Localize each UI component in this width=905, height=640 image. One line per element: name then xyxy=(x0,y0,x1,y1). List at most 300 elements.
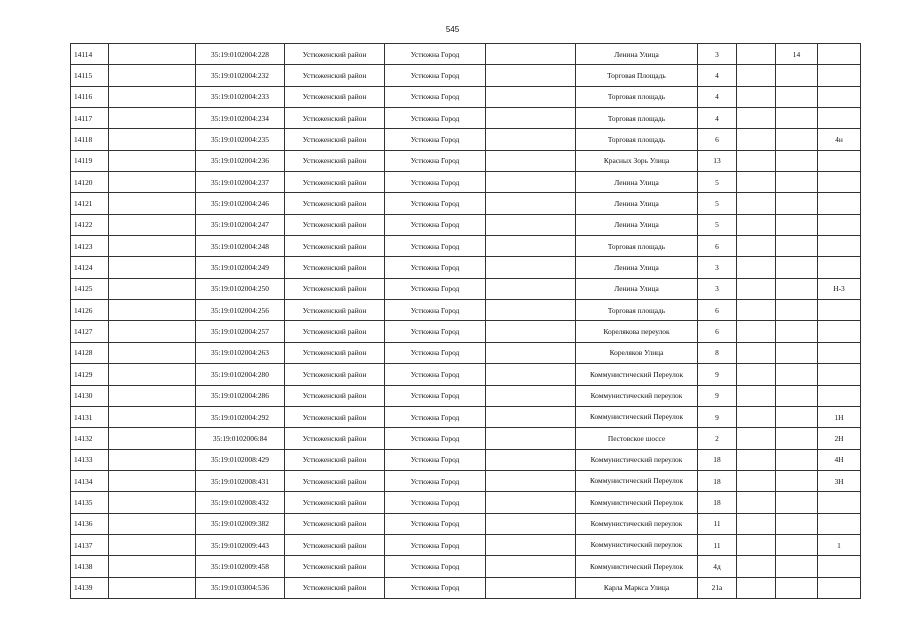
district-cell: Устюженский район xyxy=(285,172,385,193)
empty-cell xyxy=(109,44,196,65)
table-row xyxy=(71,406,861,427)
house-number-cell: 11 xyxy=(698,513,737,534)
premises-number-cell xyxy=(818,193,861,214)
record-number-cell: 14117 xyxy=(71,108,109,129)
empty-cell xyxy=(486,364,576,385)
cadastral-number-cell: 35:19:0102004:234 xyxy=(196,108,285,129)
house-number-cell: 4 xyxy=(698,65,737,86)
cadastral-number-cell: 35:19:0102004:263 xyxy=(196,342,285,363)
empty-cell xyxy=(737,534,776,555)
street-cell: Коммунистический Переулок xyxy=(576,556,698,577)
empty-cell xyxy=(109,214,196,235)
house-number-cell: 6 xyxy=(698,236,737,257)
premises-number-cell xyxy=(818,300,861,321)
cadastral-number-cell: 35:19:0102004:248 xyxy=(196,236,285,257)
record-number-cell: 14116 xyxy=(71,86,109,107)
table-row xyxy=(71,108,861,129)
town-cell: Устюжна Город xyxy=(385,172,486,193)
record-number-cell: 14121 xyxy=(71,193,109,214)
street-cell: Торговая площадь xyxy=(576,86,698,107)
town-cell: Устюжна Город xyxy=(385,214,486,235)
table-row xyxy=(71,172,861,193)
empty-cell xyxy=(109,513,196,534)
cadastral-number-cell: 35:19:0102004:232 xyxy=(196,65,285,86)
building-number-cell xyxy=(776,364,818,385)
empty-cell xyxy=(737,321,776,342)
record-number-cell: 14119 xyxy=(71,150,109,171)
premises-number-cell xyxy=(818,257,861,278)
empty-cell xyxy=(486,342,576,363)
record-number-cell: 14139 xyxy=(71,577,109,598)
premises-number-cell xyxy=(818,492,861,513)
town-cell: Устюжна Город xyxy=(385,406,486,427)
record-number-cell: 14122 xyxy=(71,214,109,235)
empty-cell xyxy=(737,492,776,513)
table-row xyxy=(71,257,861,278)
building-number-cell xyxy=(776,406,818,427)
town-cell: Устюжна Город xyxy=(385,492,486,513)
town-cell: Устюжна Город xyxy=(385,86,486,107)
cadastral-number-cell: 35:19:0102009:458 xyxy=(196,556,285,577)
registry-rows xyxy=(71,44,861,599)
district-cell: Устюженский район xyxy=(285,150,385,171)
empty-cell xyxy=(109,236,196,257)
table-row xyxy=(71,300,861,321)
empty-cell xyxy=(109,172,196,193)
street-cell: Коммунистический Переулок xyxy=(576,492,698,513)
town-cell: Устюжна Город xyxy=(385,129,486,150)
district-cell: Устюженский район xyxy=(285,65,385,86)
street-cell: Коммунистический Переулок xyxy=(576,470,698,491)
building-number-cell xyxy=(776,278,818,299)
building-number-cell xyxy=(776,556,818,577)
table-row xyxy=(71,86,861,107)
cadastral-number-cell: 35:19:0102004:257 xyxy=(196,321,285,342)
town-cell: Устюжна Город xyxy=(385,342,486,363)
house-number-cell: 6 xyxy=(698,129,737,150)
town-cell: Устюжна Город xyxy=(385,556,486,577)
premises-number-cell xyxy=(818,342,861,363)
empty-cell xyxy=(486,556,576,577)
record-number-cell: 14125 xyxy=(71,278,109,299)
empty-cell xyxy=(737,364,776,385)
table-row xyxy=(71,428,861,449)
house-number-cell: 4 xyxy=(698,108,737,129)
building-number-cell xyxy=(776,513,818,534)
town-cell: Устюжна Город xyxy=(385,470,486,491)
cadastral-number-cell: 35:19:0102006:84 xyxy=(196,428,285,449)
town-cell: Устюжна Город xyxy=(385,257,486,278)
empty-cell xyxy=(109,577,196,598)
house-number-cell: 5 xyxy=(698,214,737,235)
cadastral-number-cell: 35:19:0102004:235 xyxy=(196,129,285,150)
house-number-cell: 4д xyxy=(698,556,737,577)
town-cell: Устюжна Город xyxy=(385,513,486,534)
house-number-cell: 2 xyxy=(698,428,737,449)
empty-cell xyxy=(109,108,196,129)
town-cell: Устюжна Город xyxy=(385,364,486,385)
cadastral-number-cell: 35:19:0102009:382 xyxy=(196,513,285,534)
building-number-cell xyxy=(776,193,818,214)
street-cell: Коммунистический переулок xyxy=(576,513,698,534)
empty-cell xyxy=(737,556,776,577)
street-cell: Коммунистический переулок xyxy=(576,385,698,406)
empty-cell xyxy=(109,150,196,171)
house-number-cell: 9 xyxy=(698,385,737,406)
record-number-cell: 14135 xyxy=(71,492,109,513)
street-cell: Торговая площадь xyxy=(576,300,698,321)
building-number-cell xyxy=(776,342,818,363)
street-cell: Карла Маркса Улица xyxy=(576,577,698,598)
empty-cell xyxy=(486,300,576,321)
cadastral-number-cell: 35:19:0102004:250 xyxy=(196,278,285,299)
premises-number-cell xyxy=(818,86,861,107)
empty-cell xyxy=(109,129,196,150)
street-cell: Коммунистический Переулок xyxy=(576,406,698,427)
table-row xyxy=(71,129,861,150)
premises-number-cell: 4Н xyxy=(818,449,861,470)
building-number-cell xyxy=(776,108,818,129)
empty-cell xyxy=(737,236,776,257)
empty-cell xyxy=(109,65,196,86)
street-cell: Красных Зорь Улица xyxy=(576,150,698,171)
premises-number-cell xyxy=(818,65,861,86)
building-number-cell xyxy=(776,172,818,193)
empty-cell xyxy=(486,86,576,107)
record-number-cell: 14132 xyxy=(71,428,109,449)
cadastral-number-cell: 35:19:0102004:256 xyxy=(196,300,285,321)
town-cell: Устюжна Город xyxy=(385,385,486,406)
street-cell: Корелякова переулок xyxy=(576,321,698,342)
empty-cell xyxy=(109,257,196,278)
building-number-cell xyxy=(776,214,818,235)
empty-cell xyxy=(486,129,576,150)
empty-cell xyxy=(109,449,196,470)
district-cell: Устюженский район xyxy=(285,86,385,107)
street-cell: Торговая Площадь xyxy=(576,65,698,86)
empty-cell xyxy=(737,342,776,363)
district-cell: Устюженский район xyxy=(285,406,385,427)
town-cell: Устюжна Город xyxy=(385,300,486,321)
empty-cell xyxy=(109,193,196,214)
street-cell: Ленина Улица xyxy=(576,44,698,65)
table-row xyxy=(71,193,861,214)
building-number-cell xyxy=(776,428,818,449)
table-row xyxy=(71,150,861,171)
empty-cell xyxy=(486,150,576,171)
district-cell: Устюженский район xyxy=(285,470,385,491)
empty-cell xyxy=(109,385,196,406)
town-cell: Устюжна Город xyxy=(385,321,486,342)
house-number-cell: 18 xyxy=(698,470,737,491)
premises-number-cell xyxy=(818,214,861,235)
premises-number-cell: 1Н xyxy=(818,406,861,427)
house-number-cell: 9 xyxy=(698,364,737,385)
building-number-cell xyxy=(776,534,818,555)
table-row xyxy=(71,534,861,555)
premises-number-cell xyxy=(818,172,861,193)
house-number-cell: 6 xyxy=(698,300,737,321)
record-number-cell: 14129 xyxy=(71,364,109,385)
street-cell: Ленина Улица xyxy=(576,257,698,278)
record-number-cell: 14120 xyxy=(71,172,109,193)
table-row xyxy=(71,449,861,470)
empty-cell xyxy=(486,492,576,513)
table-row xyxy=(71,470,861,491)
building-number-cell xyxy=(776,577,818,598)
street-cell: Ленина Улица xyxy=(576,214,698,235)
table-row xyxy=(71,385,861,406)
house-number-cell: 18 xyxy=(698,449,737,470)
cadastral-number-cell: 35:19:0102004:247 xyxy=(196,214,285,235)
street-cell: Кореляков Улица xyxy=(576,342,698,363)
empty-cell xyxy=(109,321,196,342)
cadastral-number-cell: 35:19:0102009:443 xyxy=(196,534,285,555)
town-cell: Устюжна Город xyxy=(385,150,486,171)
district-cell: Устюженский район xyxy=(285,44,385,65)
empty-cell xyxy=(109,492,196,513)
empty-cell xyxy=(109,300,196,321)
house-number-cell: 3 xyxy=(698,278,737,299)
building-number-cell xyxy=(776,321,818,342)
table-row xyxy=(71,342,861,363)
record-number-cell: 14128 xyxy=(71,342,109,363)
town-cell: Устюжна Город xyxy=(385,65,486,86)
empty-cell xyxy=(486,172,576,193)
building-number-cell xyxy=(776,86,818,107)
table-row xyxy=(71,321,861,342)
empty-cell xyxy=(486,44,576,65)
premises-number-cell xyxy=(818,236,861,257)
street-cell: Ленина Улица xyxy=(576,278,698,299)
house-number-cell: 4 xyxy=(698,86,737,107)
record-number-cell: 14114 xyxy=(71,44,109,65)
record-number-cell: 14130 xyxy=(71,385,109,406)
empty-cell xyxy=(486,513,576,534)
cadastral-number-cell: 35:19:0102004:228 xyxy=(196,44,285,65)
empty-cell xyxy=(737,129,776,150)
district-cell: Устюженский район xyxy=(285,278,385,299)
cadastral-number-cell: 35:19:0102008:429 xyxy=(196,449,285,470)
empty-cell xyxy=(486,534,576,555)
table-row xyxy=(71,278,861,299)
empty-cell xyxy=(486,65,576,86)
record-number-cell: 14115 xyxy=(71,65,109,86)
table-row xyxy=(71,236,861,257)
empty-cell xyxy=(486,321,576,342)
building-number-cell xyxy=(776,65,818,86)
empty-cell xyxy=(737,470,776,491)
empty-cell xyxy=(737,214,776,235)
premises-number-cell xyxy=(818,44,861,65)
table-row xyxy=(71,44,861,65)
district-cell: Устюженский район xyxy=(285,214,385,235)
street-cell: Пестовское шоссе xyxy=(576,428,698,449)
record-number-cell: 14118 xyxy=(71,129,109,150)
empty-cell xyxy=(109,556,196,577)
empty-cell xyxy=(109,364,196,385)
table-row xyxy=(71,513,861,534)
empty-cell xyxy=(737,44,776,65)
premises-number-cell xyxy=(818,364,861,385)
district-cell: Устюженский район xyxy=(285,513,385,534)
record-number-cell: 14127 xyxy=(71,321,109,342)
empty-cell xyxy=(737,172,776,193)
district-cell: Устюженский район xyxy=(285,385,385,406)
building-number-cell xyxy=(776,470,818,491)
premises-number-cell xyxy=(818,577,861,598)
empty-cell xyxy=(486,406,576,427)
house-number-cell: 13 xyxy=(698,150,737,171)
empty-cell xyxy=(486,193,576,214)
record-number-cell: 14131 xyxy=(71,406,109,427)
town-cell: Устюжна Город xyxy=(385,278,486,299)
table-row xyxy=(71,577,861,598)
empty-cell xyxy=(109,86,196,107)
district-cell: Устюженский район xyxy=(285,556,385,577)
district-cell: Устюженский район xyxy=(285,129,385,150)
district-cell: Устюженский район xyxy=(285,492,385,513)
building-number-cell xyxy=(776,449,818,470)
house-number-cell: 6 xyxy=(698,321,737,342)
building-number-cell xyxy=(776,257,818,278)
record-number-cell: 14126 xyxy=(71,300,109,321)
house-number-cell: 5 xyxy=(698,193,737,214)
table-row xyxy=(71,214,861,235)
district-cell: Устюженский район xyxy=(285,428,385,449)
town-cell: Устюжна Город xyxy=(385,193,486,214)
table-row xyxy=(71,556,861,577)
cadastral-number-cell: 35:19:0102004:237 xyxy=(196,172,285,193)
empty-cell xyxy=(109,534,196,555)
empty-cell xyxy=(737,257,776,278)
empty-cell xyxy=(486,428,576,449)
premises-number-cell xyxy=(818,556,861,577)
building-number-cell xyxy=(776,300,818,321)
table-row xyxy=(71,65,861,86)
district-cell: Устюженский район xyxy=(285,300,385,321)
empty-cell xyxy=(486,214,576,235)
cadastral-number-cell: 35:19:0102004:292 xyxy=(196,406,285,427)
empty-cell xyxy=(486,449,576,470)
premises-number-cell: Н-3 xyxy=(818,278,861,299)
record-number-cell: 14137 xyxy=(71,534,109,555)
street-cell: Торговая площадь xyxy=(576,129,698,150)
cadastral-number-cell: 35:19:0102004:233 xyxy=(196,86,285,107)
empty-cell xyxy=(109,342,196,363)
premises-number-cell: 4н xyxy=(818,129,861,150)
empty-cell xyxy=(737,577,776,598)
premises-number-cell: 3Н xyxy=(818,470,861,491)
cadastral-number-cell: 35:19:0102004:246 xyxy=(196,193,285,214)
empty-cell xyxy=(737,108,776,129)
cadastral-number-cell: 35:19:0102004:280 xyxy=(196,364,285,385)
record-number-cell: 14123 xyxy=(71,236,109,257)
street-cell: Ленина Улица xyxy=(576,193,698,214)
empty-cell xyxy=(737,300,776,321)
town-cell: Устюжна Город xyxy=(385,534,486,555)
house-number-cell: 21а xyxy=(698,577,737,598)
empty-cell xyxy=(109,278,196,299)
house-number-cell: 5 xyxy=(698,172,737,193)
empty-cell xyxy=(109,428,196,449)
cadastral-number-cell: 35:19:0102008:431 xyxy=(196,470,285,491)
district-cell: Устюженский район xyxy=(285,236,385,257)
district-cell: Устюженский район xyxy=(285,257,385,278)
empty-cell xyxy=(486,470,576,491)
town-cell: Устюжна Город xyxy=(385,108,486,129)
empty-cell xyxy=(737,513,776,534)
district-cell: Устюженский район xyxy=(285,342,385,363)
empty-cell xyxy=(486,385,576,406)
town-cell: Устюжна Город xyxy=(385,44,486,65)
record-number-cell: 14133 xyxy=(71,449,109,470)
empty-cell xyxy=(486,278,576,299)
empty-cell xyxy=(737,86,776,107)
district-cell: Устюженский район xyxy=(285,193,385,214)
town-cell: Устюжна Город xyxy=(385,428,486,449)
building-number-cell xyxy=(776,492,818,513)
empty-cell xyxy=(737,385,776,406)
empty-cell xyxy=(486,577,576,598)
empty-cell xyxy=(737,193,776,214)
empty-cell xyxy=(737,278,776,299)
record-number-cell: 14124 xyxy=(71,257,109,278)
registry-table xyxy=(70,43,861,599)
town-cell: Устюжна Город xyxy=(385,577,486,598)
district-cell: Устюженский район xyxy=(285,364,385,385)
page-number: 545 xyxy=(445,25,460,34)
cadastral-number-cell: 35:19:0102004:249 xyxy=(196,257,285,278)
empty-cell xyxy=(737,449,776,470)
street-cell: Коммунистический переулок xyxy=(576,449,698,470)
cadastral-number-cell: 35:19:0102004:236 xyxy=(196,150,285,171)
empty-cell xyxy=(737,428,776,449)
premises-number-cell xyxy=(818,513,861,534)
street-cell: Торговая площадь xyxy=(576,108,698,129)
premises-number-cell: 2Н xyxy=(818,428,861,449)
record-number-cell: 14138 xyxy=(71,556,109,577)
record-number-cell: 14134 xyxy=(71,470,109,491)
premises-number-cell xyxy=(818,108,861,129)
house-number-cell: 8 xyxy=(698,342,737,363)
empty-cell xyxy=(486,236,576,257)
street-cell: Ленина Улица xyxy=(576,172,698,193)
house-number-cell: 3 xyxy=(698,44,737,65)
building-number-cell: 14 xyxy=(776,44,818,65)
town-cell: Устюжна Город xyxy=(385,236,486,257)
district-cell: Устюженский район xyxy=(285,534,385,555)
house-number-cell: 9 xyxy=(698,406,737,427)
cadastral-number-cell: 35:19:0103004:536 xyxy=(196,577,285,598)
district-cell: Устюженский район xyxy=(285,577,385,598)
table-row xyxy=(71,364,861,385)
empty-cell xyxy=(737,150,776,171)
house-number-cell: 18 xyxy=(698,492,737,513)
street-cell: Коммунистический переулок xyxy=(576,534,698,555)
premises-number-cell xyxy=(818,321,861,342)
premises-number-cell xyxy=(818,385,861,406)
house-number-cell: 3 xyxy=(698,257,737,278)
street-cell: Коммунистический Переулок xyxy=(576,364,698,385)
empty-cell xyxy=(109,406,196,427)
empty-cell xyxy=(109,470,196,491)
record-number-cell: 14136 xyxy=(71,513,109,534)
district-cell: Устюженский район xyxy=(285,449,385,470)
empty-cell xyxy=(486,108,576,129)
street-cell: Торговая площадь xyxy=(576,236,698,257)
building-number-cell xyxy=(776,129,818,150)
